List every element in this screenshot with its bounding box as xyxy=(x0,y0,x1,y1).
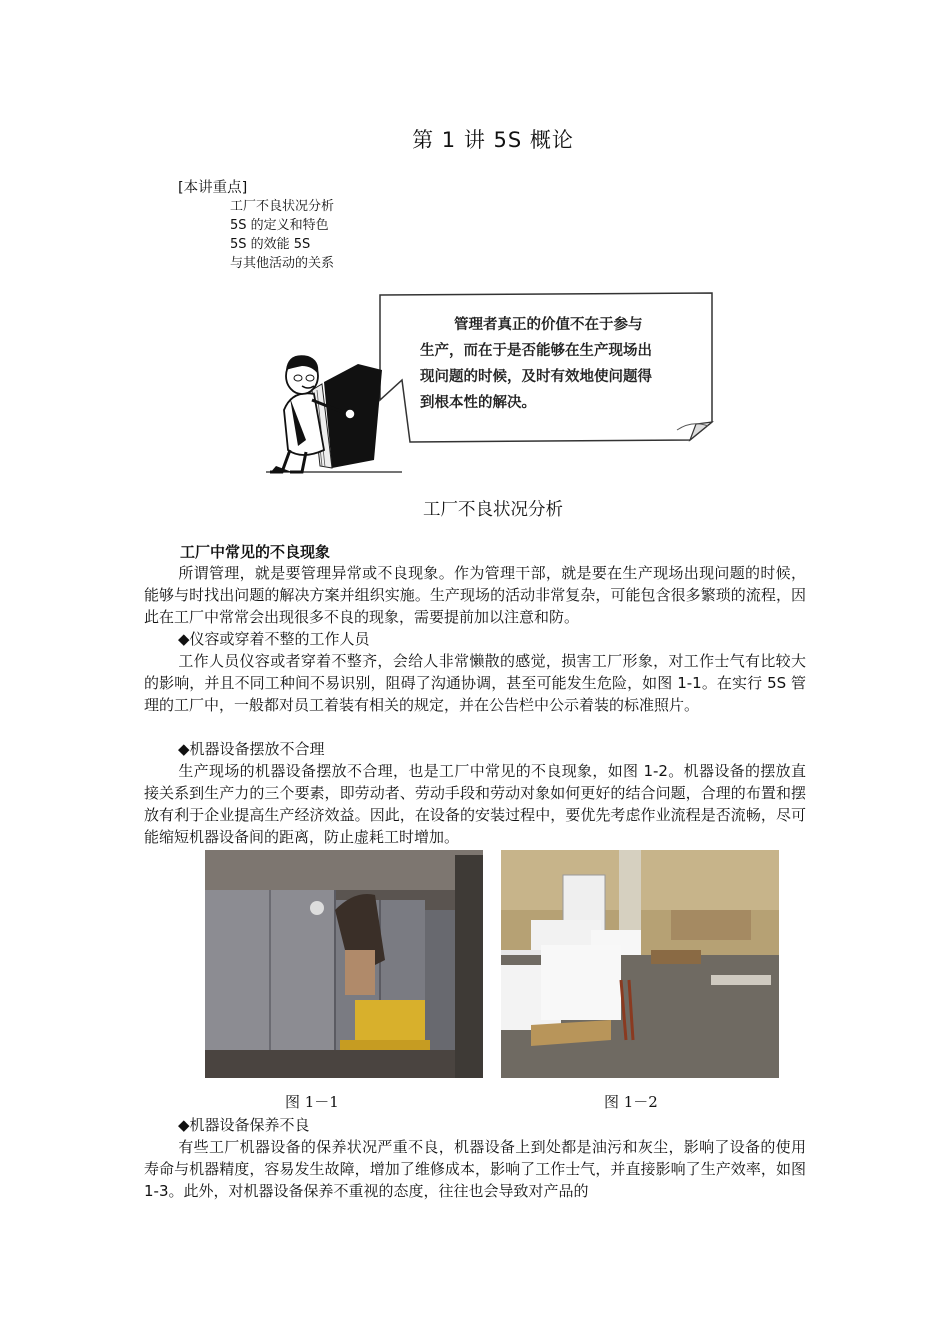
quote-line: 管理者真正的价值不在于参与 xyxy=(454,317,643,333)
keypoint-item: 工厂不良状况分析 xyxy=(230,199,335,214)
bullet-heading: ◆仪容或穿着不整的工作人员 xyxy=(178,630,370,648)
paragraph xyxy=(144,1136,806,1202)
section-title: 工厂不良状况分析 xyxy=(423,500,563,520)
paragraph-text: 有些工厂机器设备的保养状况严重不良，机器设备上到处都是油污和灰尘，影响了设备的使用寿命与机器精度，容易发生故障，增加了维修成本，影响了工作士气，并直接影响了生产效率，如图 1-3。此外，对机器设备保养不重视的态度，往往也会导致对产品的 xyxy=(144,1138,806,1200)
quote-line: 现问题的时候，及时有效地使问题得 xyxy=(420,369,652,385)
bullet-heading: ◆机器设备摆放不合理 xyxy=(178,740,325,758)
keypoints-heading: [本讲重点] xyxy=(178,180,248,196)
section-subheading: 工厂中常见的不良现象 xyxy=(180,543,331,561)
paragraph-text: 生产现场的机器设备摆放不合理，也是工厂中常见的不良现象，如图 1-2。机器设备的摆放直接关系到生产力的三个要素，即劳动者、劳动手段和劳动对象如何更好的结合问题，合理的布置和摆放有利于企业提高生产经济效益。因此，在设备的安装过程中，要优先考虑作业流程是否流畅，尽可能缩短机器设备间的距离，防止虚耗工时增加。 xyxy=(144,762,806,846)
bullet-heading: ◆机器设备保养不良 xyxy=(178,1116,310,1134)
quote-line: 生产，而在于是否能够在生产现场出 xyxy=(420,343,652,359)
keypoint-item: 与其他活动的关系 xyxy=(230,256,335,271)
figure-caption: 图 1－1 xyxy=(285,1093,339,1111)
intro-text: 所谓管理，就是要管理异常或不良现象。作为管理干部，就是要在生产现场出现问题的时候，能够与时找出问题的解决方案并组织实施。生产现场的活动非常复杂，可能包含很多繁琐的流程，因此在工厂中常常会出现很多不良的现象，需要提前加以注意和防。 xyxy=(144,564,806,626)
speech-bubble-quote xyxy=(420,312,700,416)
paragraph xyxy=(144,760,806,848)
figure-caption: 图 1－2 xyxy=(604,1093,658,1111)
page-title: 第 1 讲 5S 概论 xyxy=(412,128,574,152)
figure-1-2-photo xyxy=(501,850,779,1078)
keypoint-item: 5S 的定义和特色 xyxy=(230,218,329,233)
paragraph xyxy=(144,650,806,716)
intro-paragraph xyxy=(144,562,806,628)
paragraph-text: 工作人员仪容或者穿着不整齐，会给人非常懒散的感觉，损害工厂形象，对工作士气有比较大的影响，并且不同工种间不易识别，阻碍了沟通协调，甚至可能发生危险，如图 1-1。在实行 5S 管理的工厂中，一般都对员工着装有相关的规定，并在公告栏中公示着装的标准照片。 xyxy=(144,652,806,714)
keypoints-list xyxy=(230,197,334,273)
keypoint-item: 5S 的效能 5S xyxy=(230,237,311,252)
quote-line: 到根本性的解决。 xyxy=(420,395,536,411)
figure-1-1-photo xyxy=(205,850,483,1078)
